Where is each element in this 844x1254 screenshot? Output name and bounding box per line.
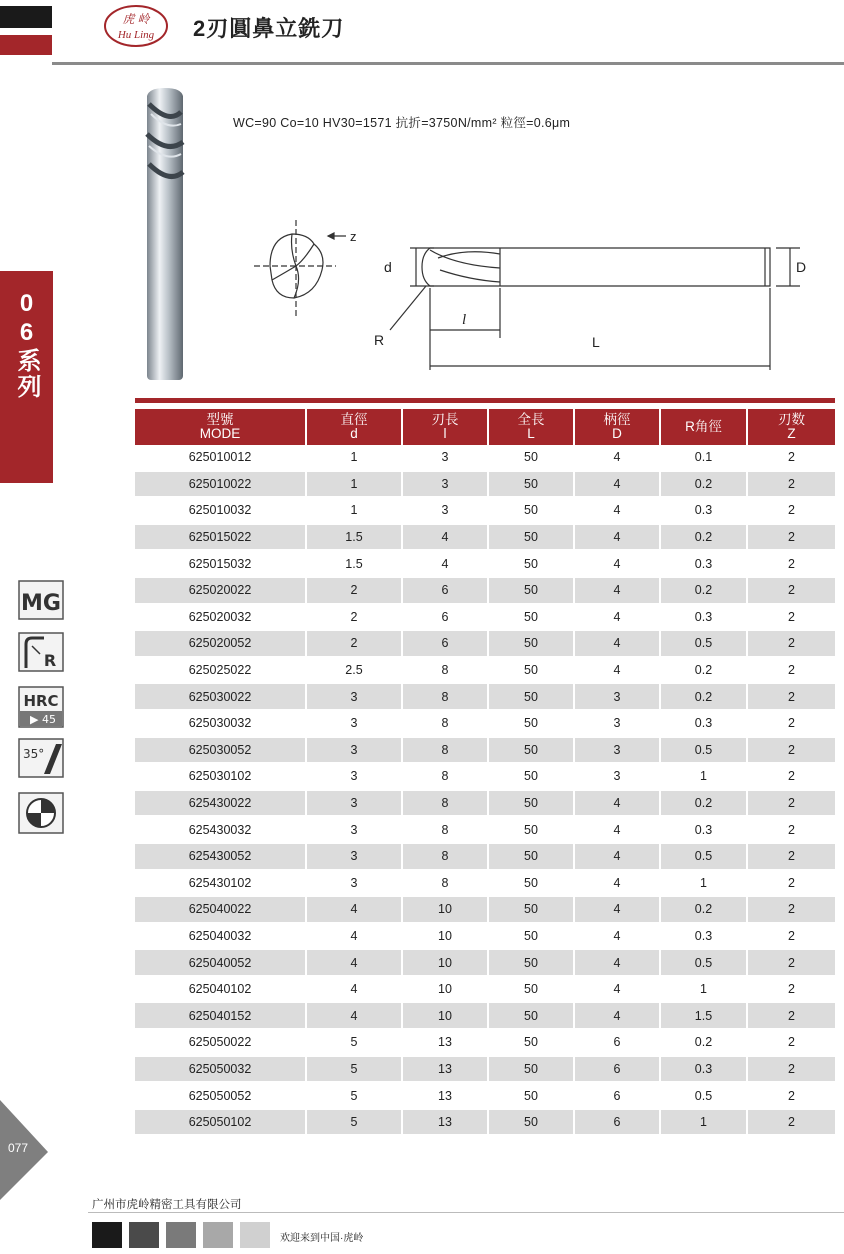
table-cell: 3: [402, 471, 488, 498]
brand-logo: [103, 4, 169, 48]
table-cell: 4: [574, 497, 660, 524]
table-cell: 4: [574, 976, 660, 1003]
table-cell: 4: [402, 524, 488, 551]
table-cell: 0.3: [660, 710, 747, 737]
table-cell: 50: [488, 657, 574, 684]
table-cell: 2: [747, 577, 835, 604]
table-cell: 50: [488, 976, 574, 1003]
table-cell: 2: [747, 630, 835, 657]
table-cell: 4: [574, 949, 660, 976]
table-cell: 2: [747, 445, 835, 471]
table-cell: 625040102: [135, 976, 306, 1003]
table-cell: 1: [660, 976, 747, 1003]
table-cell: 4: [574, 604, 660, 631]
table-cell: 3: [306, 737, 402, 764]
table-row: [135, 1056, 835, 1083]
table-cell: 4: [574, 524, 660, 551]
table-cell: 1: [306, 497, 402, 524]
table-cell: 625010022: [135, 471, 306, 498]
table-cell: 4: [574, 790, 660, 817]
table-cell: 3: [306, 870, 402, 897]
table-cell: 1: [306, 445, 402, 471]
table-cell: 4: [574, 870, 660, 897]
table-cell: 50: [488, 870, 574, 897]
column-header: [306, 409, 402, 445]
table-cell: 0.5: [660, 1082, 747, 1109]
table-cell: 0.5: [660, 737, 747, 764]
table-cell: 0.2: [660, 790, 747, 817]
table-row: [135, 737, 835, 764]
table-cell: 6: [574, 1029, 660, 1056]
table-cell: 8: [402, 683, 488, 710]
column-header: [747, 409, 835, 445]
table-cell: 4: [574, 896, 660, 923]
table-cell: 0.2: [660, 471, 747, 498]
table-cell: 2: [747, 683, 835, 710]
table-cell: 8: [402, 790, 488, 817]
svg-text:R: R: [43, 651, 57, 670]
table-cell: 50: [488, 949, 574, 976]
label-l: l: [462, 312, 467, 328]
table-cell: 2: [747, 471, 835, 498]
table-cell: 8: [402, 737, 488, 764]
table-cell: 13: [402, 1056, 488, 1083]
column-header: [574, 409, 660, 445]
table-cell: 0.3: [660, 1056, 747, 1083]
table-row: [135, 1109, 835, 1136]
table-cell: 2: [747, 949, 835, 976]
table-cell: 0.5: [660, 630, 747, 657]
table-cell: 8: [402, 816, 488, 843]
table-row: [135, 923, 835, 950]
column-header-cn: 直徑: [340, 412, 368, 427]
table-cell: 625040032: [135, 923, 306, 950]
table-cell: 4: [574, 657, 660, 684]
spec-table: [135, 409, 835, 1136]
table-row: [135, 896, 835, 923]
table-cell: 50: [488, 896, 574, 923]
table-cell: 2: [747, 737, 835, 764]
table-cell: 3: [574, 763, 660, 790]
table-cell: 2.5: [306, 657, 402, 684]
column-header-en: L: [527, 426, 535, 441]
table-cell: 625430052: [135, 843, 306, 870]
column-header-cn: 刃数: [778, 412, 805, 427]
table-cell: 625025022: [135, 657, 306, 684]
column-header: [660, 409, 747, 445]
table-cell: 625030102: [135, 763, 306, 790]
table-cell: 4: [574, 630, 660, 657]
label-r: R: [374, 332, 385, 348]
end-view: [254, 220, 346, 318]
color-swatch: [92, 1222, 122, 1248]
table-cell: 50: [488, 445, 574, 471]
color-swatch: [166, 1222, 196, 1248]
table-cell: 625010032: [135, 497, 306, 524]
series-label: 06系列: [13, 290, 40, 400]
column-header-en: Z: [787, 426, 796, 441]
welcome-text: 欢迎来到中国·虎岭: [280, 1233, 364, 1244]
side-view: [390, 248, 800, 370]
table-cell: 2: [306, 630, 402, 657]
column-header: [488, 409, 574, 445]
table-cell: 50: [488, 1029, 574, 1056]
table-cell: 2: [747, 710, 835, 737]
table-cell: 1: [660, 1109, 747, 1136]
table-cell: 50: [488, 710, 574, 737]
table-cell: 3: [306, 816, 402, 843]
table-cell: 1: [306, 471, 402, 498]
table-cell: 5: [306, 1056, 402, 1083]
svg-text:35°: 35°: [23, 747, 45, 761]
table-cell: 0.3: [660, 923, 747, 950]
table-cell: 0.5: [660, 949, 747, 976]
table-cell: 4: [574, 843, 660, 870]
table-cell: 6: [574, 1082, 660, 1109]
table-cell: 3: [574, 710, 660, 737]
tool-photo: [135, 84, 195, 384]
table-cell: 50: [488, 923, 574, 950]
table-row: [135, 710, 835, 737]
table-cell: 50: [488, 577, 574, 604]
table-cell: 1.5: [660, 1002, 747, 1029]
svg-text:HRC: HRC: [23, 692, 59, 710]
table-cell: 1: [660, 870, 747, 897]
hrc-hardness-icon: [18, 686, 64, 726]
table-cell: 4: [574, 445, 660, 471]
table-row: [135, 1082, 835, 1109]
table-cell: 2: [747, 1029, 835, 1056]
table-cell: 4: [306, 976, 402, 1003]
table-cell: 2: [747, 870, 835, 897]
table-cell: 2: [747, 843, 835, 870]
table-cell: 50: [488, 1082, 574, 1109]
table-row: [135, 1002, 835, 1029]
table-cell: 50: [488, 1109, 574, 1136]
table-cell: 10: [402, 949, 488, 976]
table-cell: 4: [306, 923, 402, 950]
table-cell: 3: [306, 683, 402, 710]
table-row: [135, 949, 835, 976]
table-cell: 3: [574, 737, 660, 764]
table-cell: 625040152: [135, 1002, 306, 1029]
table-cell: 2: [747, 976, 835, 1003]
table-cell: 6: [402, 604, 488, 631]
table-cell: 4: [574, 471, 660, 498]
column-header-en: MODE: [199, 426, 241, 441]
column-header-cn: 型號: [206, 412, 234, 427]
table-cell: 4: [402, 550, 488, 577]
table-body: [135, 445, 835, 1135]
table-cell: 0.3: [660, 497, 747, 524]
header-divider: [52, 62, 844, 65]
header-accent-red: [0, 35, 52, 55]
table-cell: 625020032: [135, 604, 306, 631]
table-cell: 625430032: [135, 816, 306, 843]
table-cell: 50: [488, 843, 574, 870]
table-cell: 50: [488, 816, 574, 843]
column-header-en: l: [443, 426, 447, 441]
color-swatch: [129, 1222, 159, 1248]
table-cell: 2: [747, 1082, 835, 1109]
table-cell: 0.2: [660, 683, 747, 710]
color-swatch: [203, 1222, 233, 1248]
table-top-rule: [135, 398, 835, 403]
table-cell: 50: [488, 497, 574, 524]
table-cell: 50: [488, 683, 574, 710]
page-number: 077: [8, 1141, 29, 1155]
table-cell: 1: [660, 763, 747, 790]
column-header: [402, 409, 488, 445]
table-cell: 625020022: [135, 577, 306, 604]
table-cell: 8: [402, 657, 488, 684]
two-flute-icon: [18, 792, 64, 832]
table-cell: 8: [402, 763, 488, 790]
table-cell: 50: [488, 604, 574, 631]
table-cell: 625040022: [135, 896, 306, 923]
table-row: [135, 577, 835, 604]
table-cell: 2: [747, 657, 835, 684]
table-cell: 625030022: [135, 683, 306, 710]
table-cell: 13: [402, 1029, 488, 1056]
table-cell: 10: [402, 976, 488, 1003]
table-cell: 50: [488, 630, 574, 657]
mg-material-icon: [18, 580, 64, 620]
table-cell: 625050102: [135, 1109, 306, 1136]
table-cell: 50: [488, 763, 574, 790]
table-cell: 2: [747, 763, 835, 790]
table-cell: 0.3: [660, 550, 747, 577]
table-cell: 2: [747, 816, 835, 843]
svg-text:▶ 45: ▶ 45: [30, 713, 56, 726]
material-specs: WC=90 Co=10 HV30=1571 抗折=3750N/mm² 粒徑=0.6μm: [233, 116, 571, 130]
table-cell: 50: [488, 471, 574, 498]
svg-text:MG: MG: [21, 591, 61, 616]
table-header-row: [135, 409, 835, 445]
table-cell: 4: [574, 816, 660, 843]
table-row: [135, 1029, 835, 1056]
table-row: [135, 870, 835, 897]
table-cell: 6: [402, 630, 488, 657]
table-cell: 625020052: [135, 630, 306, 657]
table-cell: 2: [747, 896, 835, 923]
column-header-en: d: [350, 426, 358, 441]
table-cell: 5: [306, 1109, 402, 1136]
table-cell: 6: [574, 1109, 660, 1136]
table-row: [135, 471, 835, 498]
table-cell: 0.3: [660, 816, 747, 843]
table-cell: 3: [306, 710, 402, 737]
column-header-cn: 刃長: [431, 412, 459, 427]
page-title: 2刃圓鼻立銑刀: [193, 16, 345, 41]
table-cell: 8: [402, 710, 488, 737]
table-cell: 50: [488, 1002, 574, 1029]
table-cell: 2: [747, 497, 835, 524]
table-cell: 0.2: [660, 1029, 747, 1056]
table-cell: 625430022: [135, 790, 306, 817]
table-cell: 625015022: [135, 524, 306, 551]
corner-radius-icon: [18, 632, 64, 672]
table-cell: 8: [402, 870, 488, 897]
table-cell: 13: [402, 1082, 488, 1109]
table-cell: 3: [306, 763, 402, 790]
technical-drawing: [250, 220, 810, 380]
company-name: 广州市虎岭精密工具有限公司: [92, 1199, 242, 1211]
table-cell: 0.2: [660, 577, 747, 604]
table-cell: 2: [747, 790, 835, 817]
table-cell: 0.2: [660, 524, 747, 551]
table-row: [135, 657, 835, 684]
table-cell: 0.2: [660, 896, 747, 923]
column-header-cn: 柄徑: [603, 412, 631, 427]
table-cell: 10: [402, 896, 488, 923]
label-d: d: [384, 259, 392, 275]
table-cell: 3: [402, 497, 488, 524]
table-cell: 50: [488, 737, 574, 764]
table-cell: 0.2: [660, 657, 747, 684]
table-row: [135, 497, 835, 524]
header-accent-black: [0, 6, 52, 28]
column-header-cn: R角徑: [685, 419, 722, 434]
table-cell: 5: [306, 1029, 402, 1056]
table-cell: 6: [574, 1056, 660, 1083]
column-header-cn: 全長: [517, 412, 545, 427]
table-cell: 4: [306, 896, 402, 923]
table-cell: 50: [488, 790, 574, 817]
table-cell: 625050032: [135, 1056, 306, 1083]
table-cell: 50: [488, 524, 574, 551]
table-cell: 4: [306, 949, 402, 976]
svg-text:虎 岭: 虎 岭: [122, 12, 150, 26]
helix-angle-icon: [18, 738, 64, 778]
table-cell: 2: [747, 923, 835, 950]
svg-text:Hu Ling: Hu Ling: [117, 29, 155, 41]
table-cell: 625050022: [135, 1029, 306, 1056]
table-row: [135, 630, 835, 657]
label-shank-diameter: D: [796, 259, 807, 275]
table-cell: 2: [306, 604, 402, 631]
table-row: [135, 445, 835, 471]
table-cell: 2: [747, 1109, 835, 1136]
table-cell: 4: [574, 577, 660, 604]
table-cell: 2: [747, 550, 835, 577]
table-cell: 4: [306, 1002, 402, 1029]
table-row: [135, 790, 835, 817]
table-row: [135, 816, 835, 843]
footer-divider: [88, 1212, 844, 1213]
table-cell: 625430102: [135, 870, 306, 897]
table-cell: 13: [402, 1109, 488, 1136]
table-cell: 5: [306, 1082, 402, 1109]
table-row: [135, 763, 835, 790]
table-cell: 4: [574, 923, 660, 950]
table-cell: 625030052: [135, 737, 306, 764]
table-cell: 3: [402, 445, 488, 471]
table-row: [135, 550, 835, 577]
table-cell: 50: [488, 1056, 574, 1083]
table-cell: 1.5: [306, 550, 402, 577]
table-cell: 10: [402, 1002, 488, 1029]
table-cell: 625015032: [135, 550, 306, 577]
table-cell: 3: [306, 843, 402, 870]
table-cell: 4: [574, 550, 660, 577]
label-z: z: [350, 229, 357, 244]
table-cell: 625040052: [135, 949, 306, 976]
table-cell: 625030032: [135, 710, 306, 737]
table-cell: 3: [574, 683, 660, 710]
table-cell: 8: [402, 843, 488, 870]
table-cell: 6: [402, 577, 488, 604]
table-row: [135, 683, 835, 710]
table-cell: 0.5: [660, 843, 747, 870]
label-overall-length: L: [592, 334, 600, 350]
column-header-en: D: [612, 426, 622, 441]
table-cell: 625050052: [135, 1082, 306, 1109]
table-cell: 2: [747, 1056, 835, 1083]
table-cell: 3: [306, 790, 402, 817]
table-cell: 10: [402, 923, 488, 950]
table-cell: 0.1: [660, 445, 747, 471]
table-row: [135, 843, 835, 870]
table-cell: 2: [747, 1002, 835, 1029]
table-cell: 1.5: [306, 524, 402, 551]
table-cell: 2: [747, 524, 835, 551]
table-cell: 50: [488, 550, 574, 577]
table-row: [135, 976, 835, 1003]
table-cell: 2: [747, 604, 835, 631]
table-cell: 2: [306, 577, 402, 604]
table-row: [135, 604, 835, 631]
table-cell: 0.3: [660, 604, 747, 631]
table-row: [135, 524, 835, 551]
table-cell: 4: [574, 1002, 660, 1029]
color-swatch: [240, 1222, 270, 1248]
column-header: [135, 409, 306, 445]
table-cell: 625010012: [135, 445, 306, 471]
